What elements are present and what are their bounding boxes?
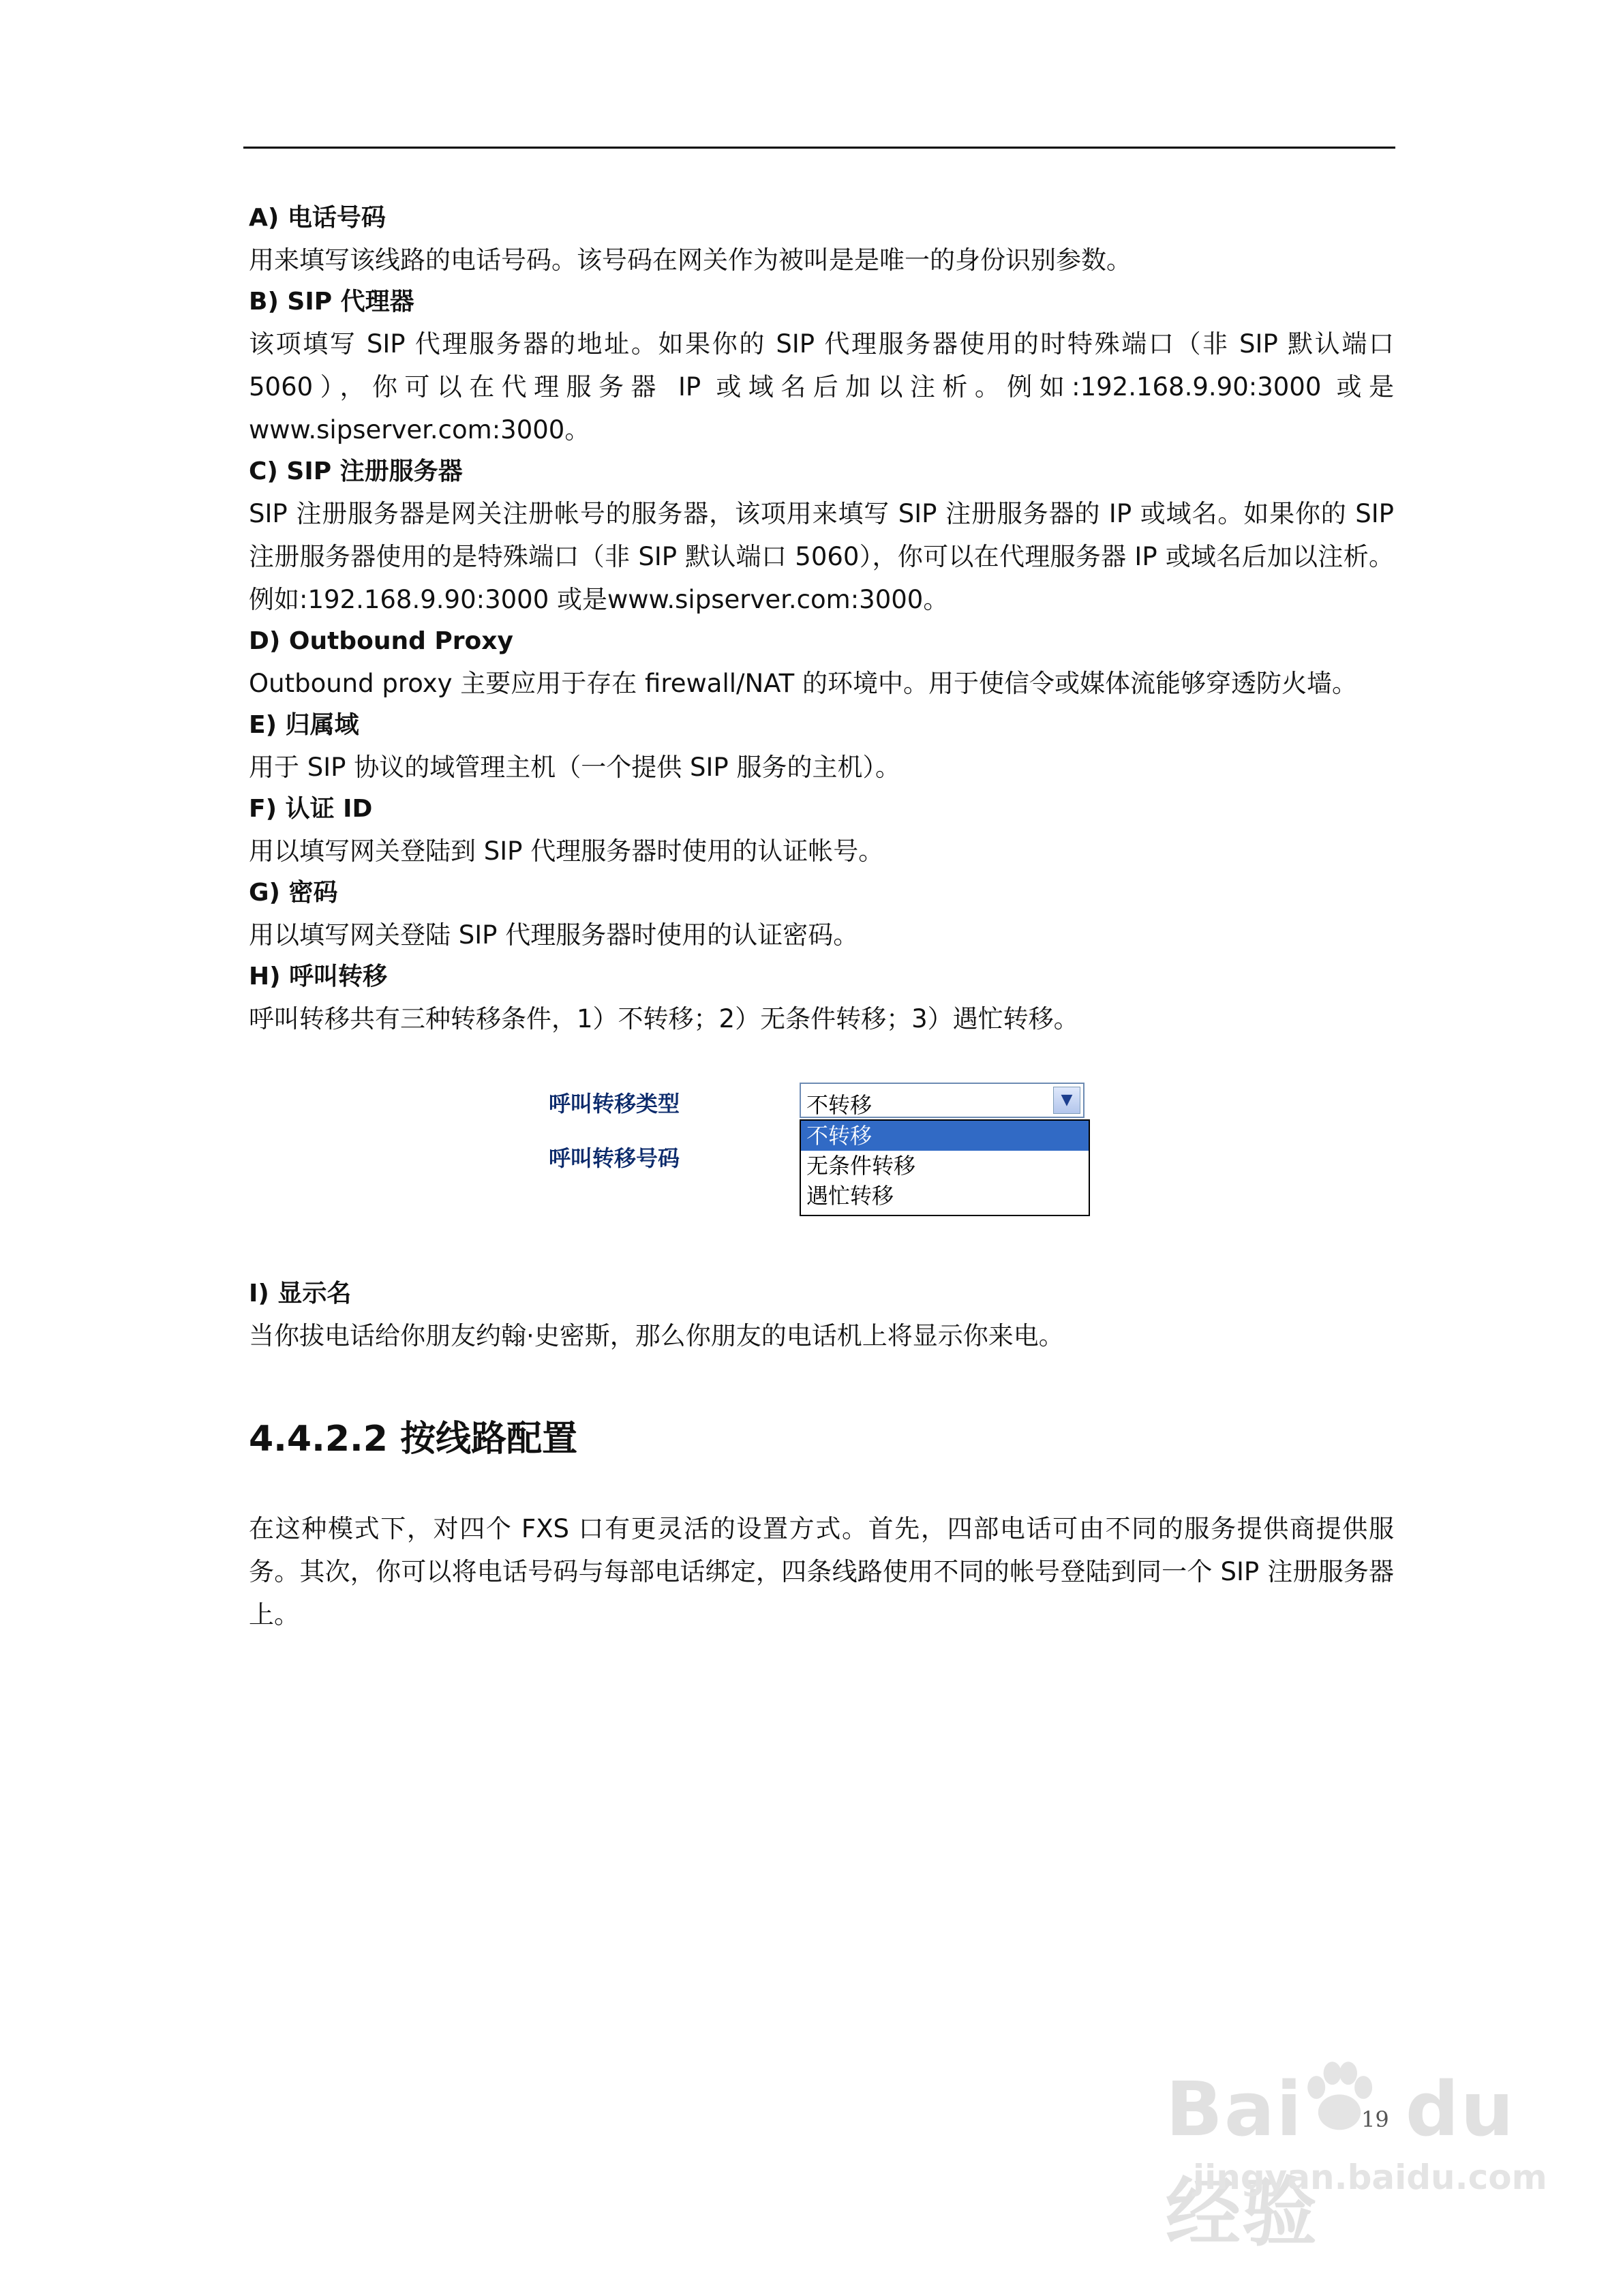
item-title: E) 归属域 — [249, 711, 359, 739]
baidu-logo: Bai du经验 — [1166, 2066, 1515, 2256]
select-value: 不转移 — [806, 1092, 873, 1118]
item-body: 用来填写该线路的电话号码。该号码在网关作为被叫是是唯一的身份识别参数。 — [249, 245, 1132, 275]
item-e — [249, 705, 1394, 789]
item-f — [249, 789, 1394, 873]
baidu-watermark — [1152, 2038, 1561, 2256]
item-title: H) 呼叫转移 — [249, 963, 388, 991]
call-forward-number-label: 呼叫转移号码 — [549, 1145, 680, 1171]
item-title: D) Outbound Proxy — [249, 627, 513, 655]
item-h — [249, 956, 1394, 1040]
section-heading: 4.4.2.2 按线路配置 — [249, 1419, 578, 1460]
item-body: 当你拔电话给你朋友约翰·史密斯，那么你朋友的电话机上将显示你来电。 — [249, 1321, 1064, 1350]
dropdown-option[interactable]: 遇忙转移 — [806, 1183, 894, 1209]
item-i — [249, 1273, 1394, 1357]
item-body: 用以填写网关登陆到 SIP 代理服务器时使用的认证帐号。 — [249, 836, 884, 866]
item-body: SIP 注册服务器是网关注册帐号的服务器，该项用来填写 SIP 注册服务器的 IP 或域名。如果你的 SIP 注册服务器使用的是特殊端口（非 SIP 默认端口 5060），你可以在代理服务器 IP 或域名后加以注析。例如:192.168.9.90:3000 或是www.sipserver.com:3000。 — [249, 499, 1394, 614]
item-body: 用于 SIP 协议的域管理主机（一个提供 SIP 服务的主机）。 — [249, 753, 900, 782]
item-title: F) 认证 ID — [249, 795, 373, 823]
dropdown-option[interactable]: 不转移 — [801, 1121, 1089, 1151]
item-body: 用以填写网关登陆 SIP 代理服务器时使用的认证密码。 — [249, 920, 859, 950]
page-content — [249, 198, 1394, 1636]
dropdown-option[interactable]: 无条件转移 — [806, 1153, 916, 1179]
watermark-url: jingyan.baidu.com — [1193, 2158, 1547, 2197]
item-title: G) 密码 — [249, 879, 338, 907]
item-b — [249, 282, 1394, 451]
item-title: B) SIP 代理器 — [249, 288, 414, 316]
item-d — [249, 621, 1394, 705]
page-number: 19 — [1361, 2106, 1389, 2132]
call-forward-screenshot — [528, 1074, 1114, 1245]
call-forward-type-select[interactable] — [800, 1083, 1084, 1118]
call-forward-dropdown — [800, 1119, 1090, 1216]
item-body: 该项填写 SIP 代理服务器的地址。如果你的 SIP 代理服务器使用的时特殊端口（非 SIP 默认端口 5060），你可以在代理服务器 IP 或域名后加以注析。例如:192.168.9.90:3000 或是www.sipserver.com:3000。 — [249, 329, 1394, 444]
header-rule — [243, 147, 1395, 149]
item-g — [249, 873, 1394, 956]
item-title: A) 电话号码 — [249, 204, 386, 232]
item-title: C) SIP 注册服务器 — [249, 457, 463, 485]
item-body: Outbound proxy 主要应用于存在 firewall/NAT 的环境中。用于使信令或媒体流能够穿透防火墙。 — [249, 669, 1357, 698]
paw-icon — [1295, 2052, 1384, 2141]
item-a — [249, 198, 1394, 282]
call-forward-type-label: 呼叫转移类型 — [549, 1091, 680, 1117]
section-body: 在这种模式下，对四个 FXS 口有更灵活的设置方式。首先，四部电话可由不同的服务提供商提供服务。其次，你可以将电话号码与每部电话绑定，四条线路使用不同的帐号登陆到同一个 SIP 注册服务器上。 — [249, 1514, 1394, 1629]
item-body: 呼叫转移共有三种转移条件，1）不转移；2）无条件转移；3）遇忙转移。 — [249, 1004, 1079, 1033]
item-title: I) 显示名 — [249, 1280, 352, 1308]
item-c — [249, 451, 1394, 621]
chevron-down-icon[interactable]: ▼ — [1053, 1087, 1080, 1114]
